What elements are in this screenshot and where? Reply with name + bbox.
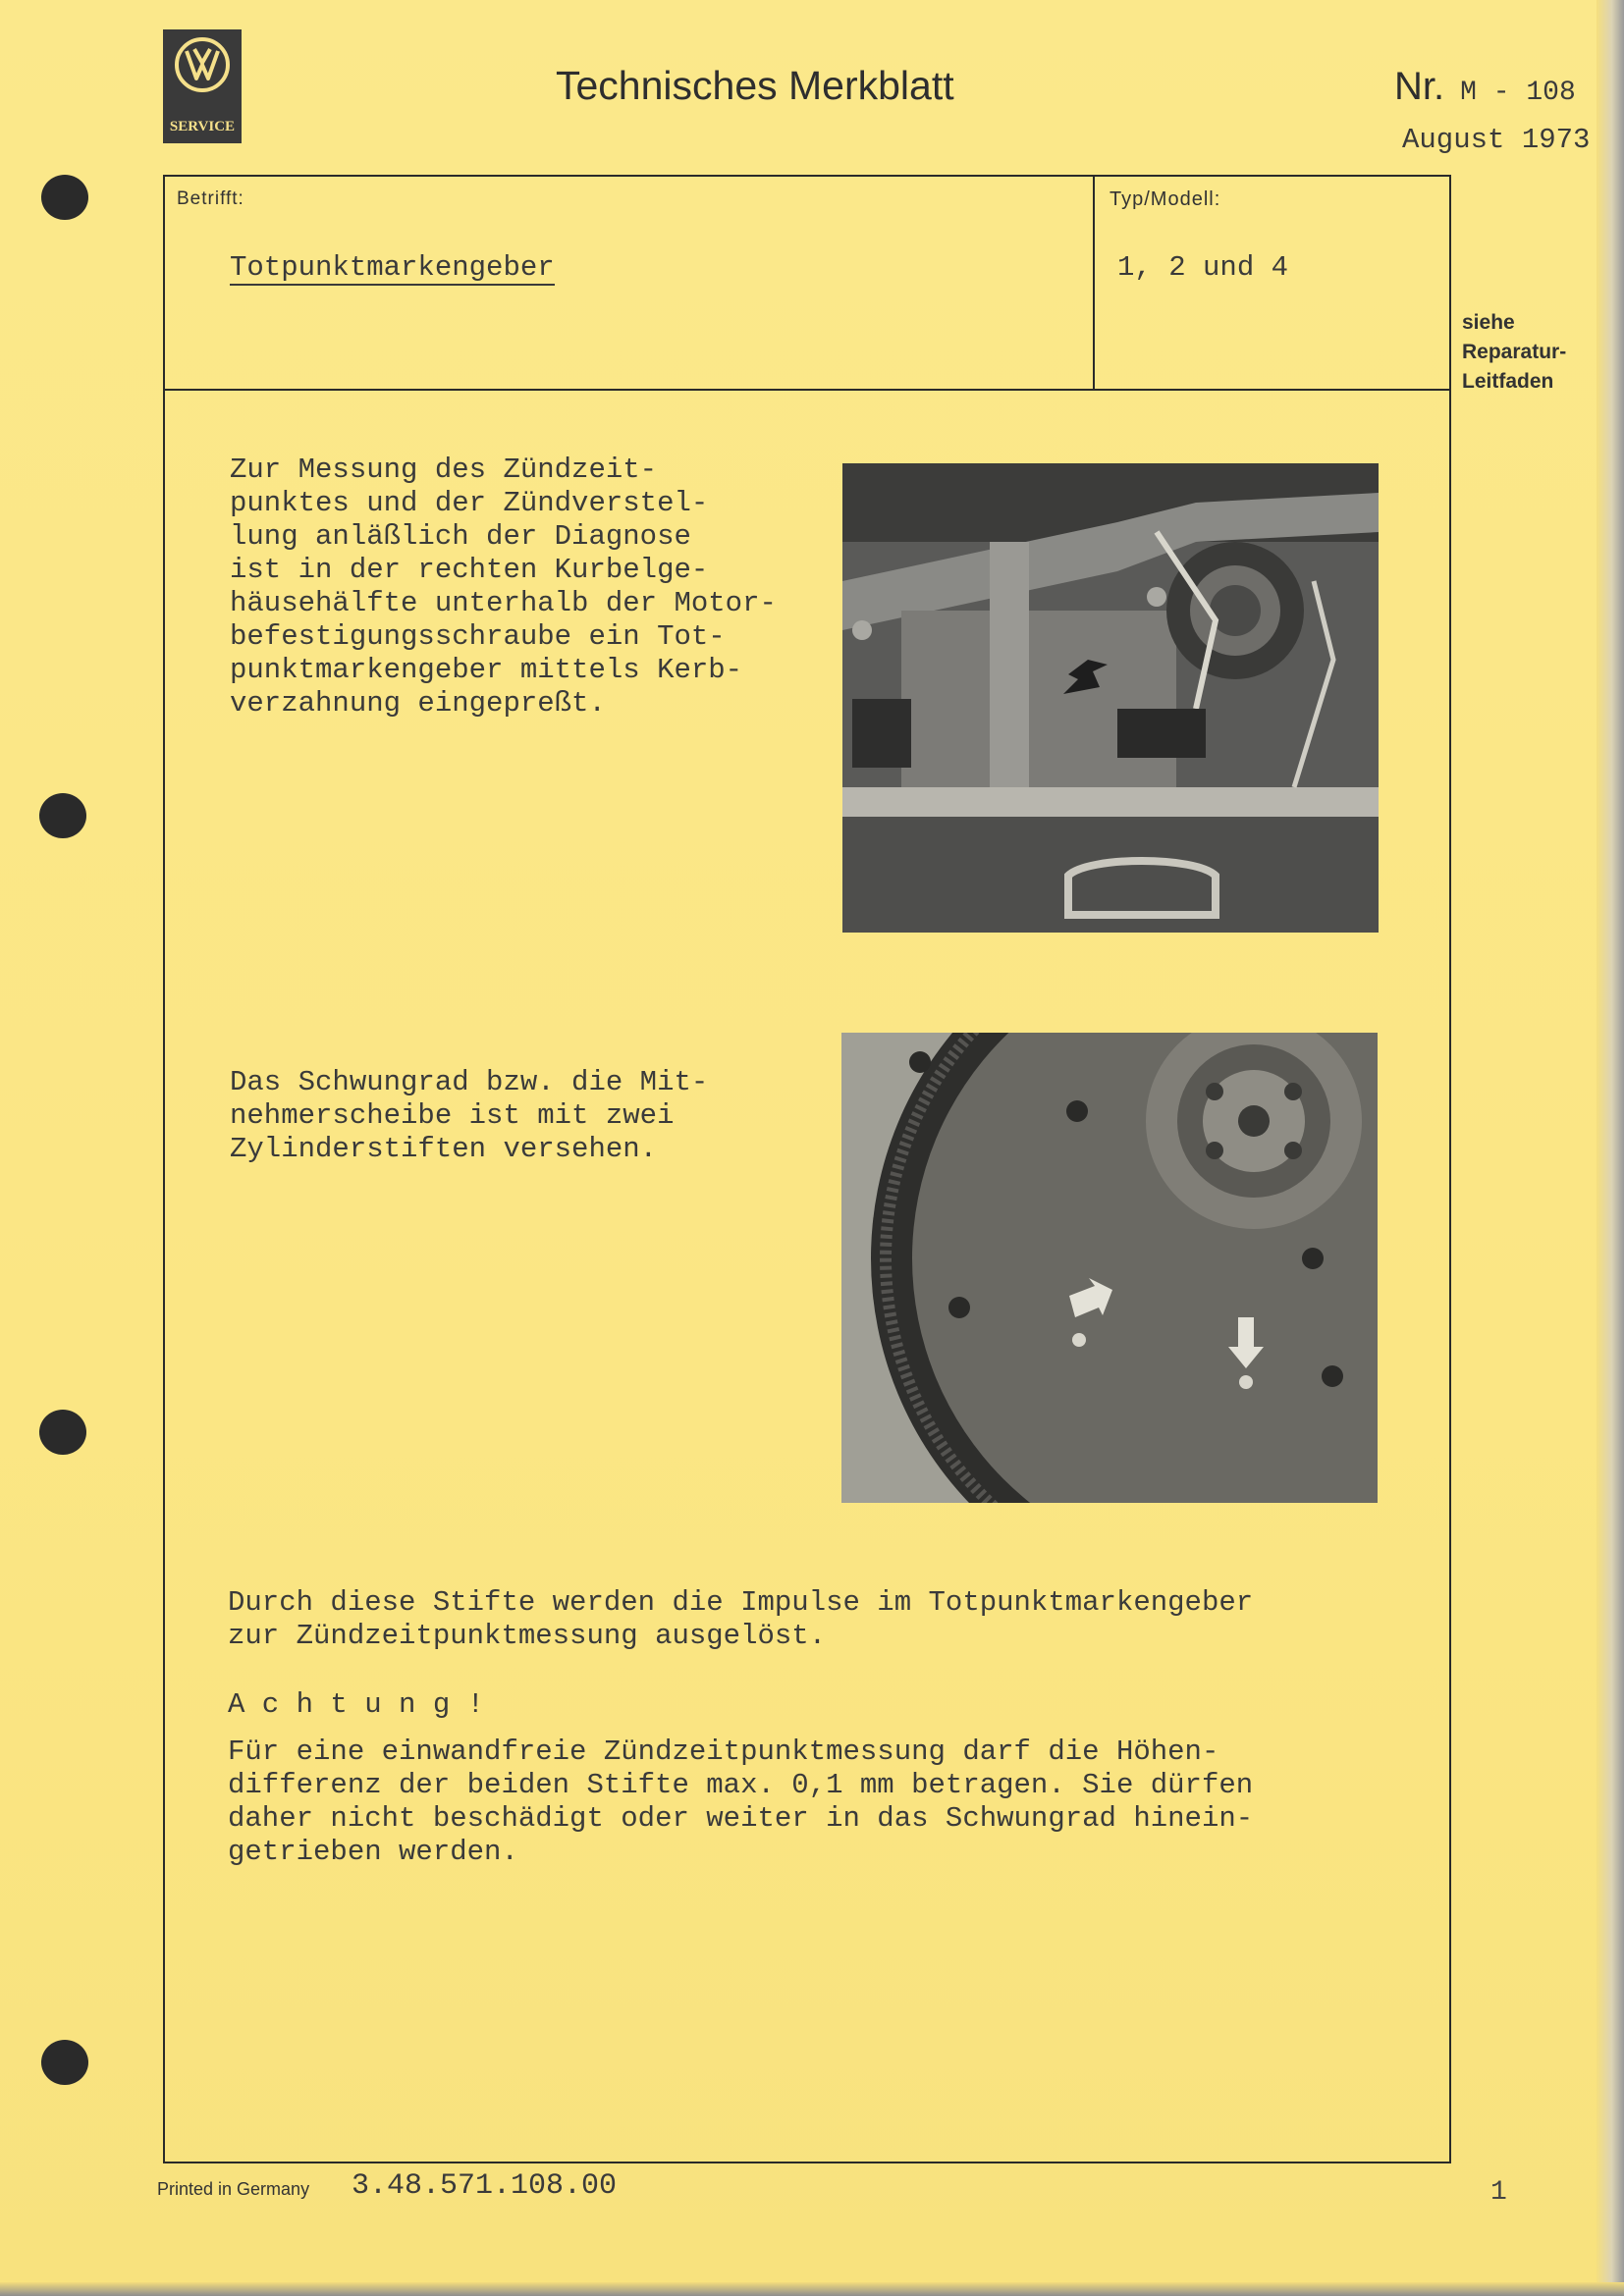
punch-hole-3 <box>39 1410 86 1455</box>
typ-modell-label: Typ/Modell: <box>1110 188 1221 210</box>
footer-order-code: 3.48.571.108.00 <box>352 2169 618 2203</box>
side-note-line-2: Reparatur- <box>1462 341 1567 363</box>
paragraph-flywheel: Das Schwungrad bzw. die Mit- nehmerscheibe ist mit zwei Zylinderstiften versehen. <box>230 1066 709 1165</box>
vw-emblem-icon <box>173 35 232 94</box>
vw-service-logo <box>163 29 242 143</box>
punch-hole-2 <box>39 793 86 838</box>
flywheel-photo <box>841 1033 1378 1503</box>
paragraph-attention: Für eine einwandfreie Zündzeitpunktmessung darf die Höhen- differenz der beiden Stifte max. 0,1 mm betragen. Sie dürfen daher nicht beschädigt oder weiter in das Schwungrad hinein- getrieben werden. <box>228 1735 1254 1868</box>
page-number: 1 <box>1490 2177 1507 2208</box>
header-divider <box>163 389 1449 391</box>
nr-label: Nr. <box>1394 65 1445 108</box>
subject-value: Totpunktmarkengeber <box>230 251 555 284</box>
side-note-line-1: siehe <box>1462 311 1515 334</box>
paragraph-impulse: Durch diese Stifte werden die Impulse im Totpunktmarkengeber zur Zündzeitpunktmessung ausgelöst. <box>228 1586 1254 1652</box>
page-edge <box>1597 0 1624 2296</box>
document-number <box>1394 65 1576 109</box>
side-reference-note <box>1462 308 1566 397</box>
betrifft-label: Betrifft: <box>177 188 244 209</box>
attention-heading: A c h t u n g ! <box>228 1688 485 1721</box>
typ-modell-value: 1, 2 und 4 <box>1117 251 1289 284</box>
logo-service-text: SERVICE <box>169 119 236 134</box>
punch-hole-1 <box>41 175 88 220</box>
header-column-divider <box>1093 175 1095 389</box>
document-title: Technisches Merkblatt <box>556 63 954 108</box>
document-date: August 1973 <box>1402 124 1591 156</box>
punch-hole-4 <box>41 2040 88 2085</box>
paragraph-sensor-location: Zur Messung des Zündzeit- punktes und der Zündverstel- lung anläßlich der Diagnose ist in der rechten Kurbelge- häusehälfte unterhalb der Motor- befestigungsschraube ein Tot- punktmarkengeber mittels Kerb- verzahnung eingepreßt. <box>230 454 777 720</box>
footer-printed-in: Printed in Germany <box>157 2179 310 2199</box>
engine-photo <box>842 463 1379 933</box>
page-bottom-edge <box>0 2282 1624 2296</box>
side-note-line-3: Leitfaden <box>1462 370 1554 393</box>
nr-value: M - 108 <box>1460 78 1576 108</box>
